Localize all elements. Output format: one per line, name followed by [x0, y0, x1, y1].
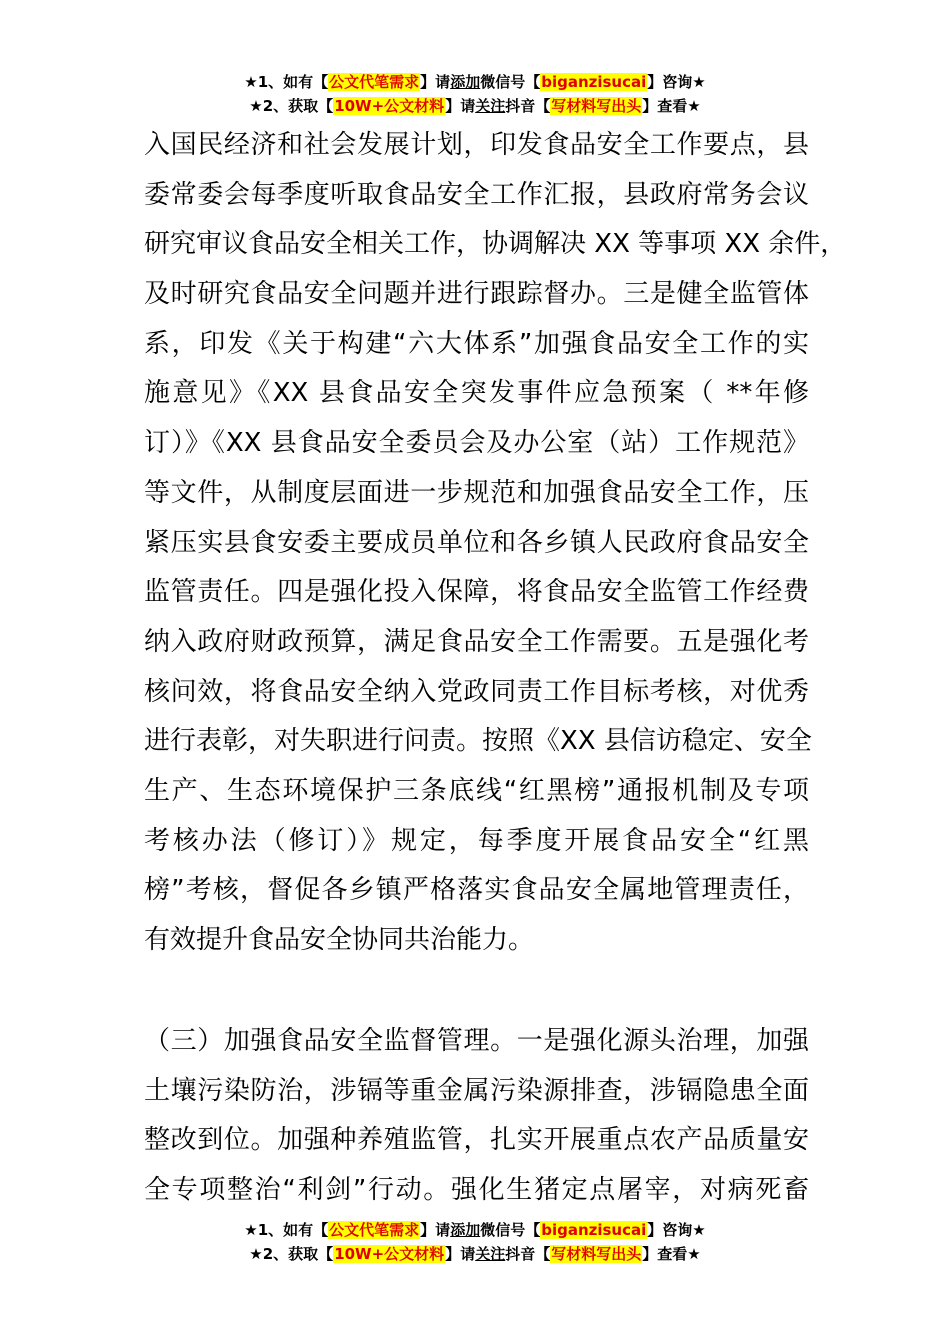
banner-text: ★2、获取【 [249, 97, 334, 115]
banner-highlight: 公文代笔需求 [329, 1221, 420, 1239]
text-line: 及时研究食品安全问题并进行跟踪督办。三是健全监管体 [144, 279, 809, 310]
text-line: 入国民经济和社会发展计划，印发食品安全工作要点，县 [144, 130, 809, 160]
text-line: 有效提升食品安全协同共治能力。 [144, 925, 535, 955]
text-line: 监管责任。四是强化投入保障，将食品安全监管工作经费 [144, 577, 809, 608]
text-line: 榜”考核，督促各乡镇严格落实食品安全属地管理责任， [144, 875, 809, 906]
banner-text: 】咨询★ [647, 73, 706, 91]
text-line: 进行表彰，对失职进行问责。按照《XX 县信访稳定、安全 [144, 726, 812, 757]
banner-highlight: biganzisucai [541, 73, 647, 91]
banner-text: 抖音【 [505, 1245, 551, 1263]
banner-line-1 [0, 1218, 950, 1242]
banner-highlight: biganzisucai [541, 1221, 647, 1239]
banner-highlight: 10W+公文材料 [334, 97, 445, 115]
text-line: 土壤污染防治，涉镉等重金属污染源排查，涉镉隐患全面 [144, 1075, 809, 1106]
text-line: （三）加强食品安全监督管理。一是强化源头治理，加强 [144, 1026, 809, 1056]
banner-underline: 添加 [450, 1221, 481, 1239]
text-line: 生产、生态环境保护三条底线“红黑榜”通报机制及专项 [144, 775, 809, 806]
banner-text: ★1、如有【 [244, 1221, 329, 1239]
text-line: 施意见》《XX 县食品安全突发事件应急预案（ **年修 [144, 378, 809, 409]
banner-text: 】查看★ [642, 97, 701, 115]
text-line: 考核办法（修订）》规定，每季度开展食品安全“红黑 [144, 825, 809, 856]
banner-underline: 添加 [450, 73, 481, 91]
text-line: 系，印发《关于构建“六大体系”加强食品安全工作的实 [144, 328, 809, 359]
banner-highlight: 写材料写出头 [551, 97, 642, 115]
banner-text: 抖音【 [505, 97, 551, 115]
text-line: 全专项整治“利剑”行动。强化生猪定点屠宰，对病死畜 [144, 1175, 809, 1206]
banner-text: ★2、获取【 [249, 1245, 334, 1263]
text-line: 核问效，将食品安全纳入党政同责工作目标考核，对优秀 [144, 676, 809, 707]
banner-text: 】请 [445, 97, 476, 115]
text-line: 紧压实县食安委主要成员单位和各乡镇人民政府食品安全 [144, 527, 809, 558]
banner-highlight: 写材料写出头 [551, 1245, 642, 1263]
text-line: 委常委会每季度听取食品安全工作汇报，县政府常务会议 [144, 179, 809, 210]
banner-text: 】请 [420, 73, 451, 91]
text-line: 订）》《XX 县食品安全委员会及办公室（站）工作规范》 [144, 428, 809, 459]
banner-underline: 关注 [475, 1245, 506, 1263]
banner-line-2 [0, 1242, 950, 1266]
banner-highlight: 公文代笔需求 [329, 73, 420, 91]
banner-text: 】请 [420, 1221, 451, 1239]
banner-text: 】请 [445, 1245, 476, 1263]
text-line: 研究审议食品安全相关工作，协调解决 XX 等事项 XX 余件， [144, 229, 847, 260]
footer-banner [0, 1218, 950, 1266]
banner-line-1 [0, 70, 950, 94]
banner-underline: 关注 [475, 97, 506, 115]
banner-text: 微信号【 [480, 1221, 541, 1239]
banner-line-2 [0, 94, 950, 118]
header-banner [0, 70, 950, 118]
banner-text: 微信号【 [480, 73, 541, 91]
paragraph-1 [144, 121, 847, 966]
banner-text: ★1、如有【 [244, 73, 329, 91]
banner-text: 】咨询★ [647, 1221, 706, 1239]
text-line: 整改到位。加强种养殖监管，扎实开展重点农产品质量安 [144, 1125, 809, 1156]
banner-highlight: 10W+公文材料 [334, 1245, 445, 1263]
text-line: 纳入政府财政预算，满足食品安全工作需要。五是强化考 [144, 626, 809, 657]
paragraph-2 [144, 1017, 809, 1216]
text-line: 等文件，从制度层面进一步规范和加强食品安全工作，压 [144, 477, 809, 508]
banner-text: 】查看★ [642, 1245, 701, 1263]
